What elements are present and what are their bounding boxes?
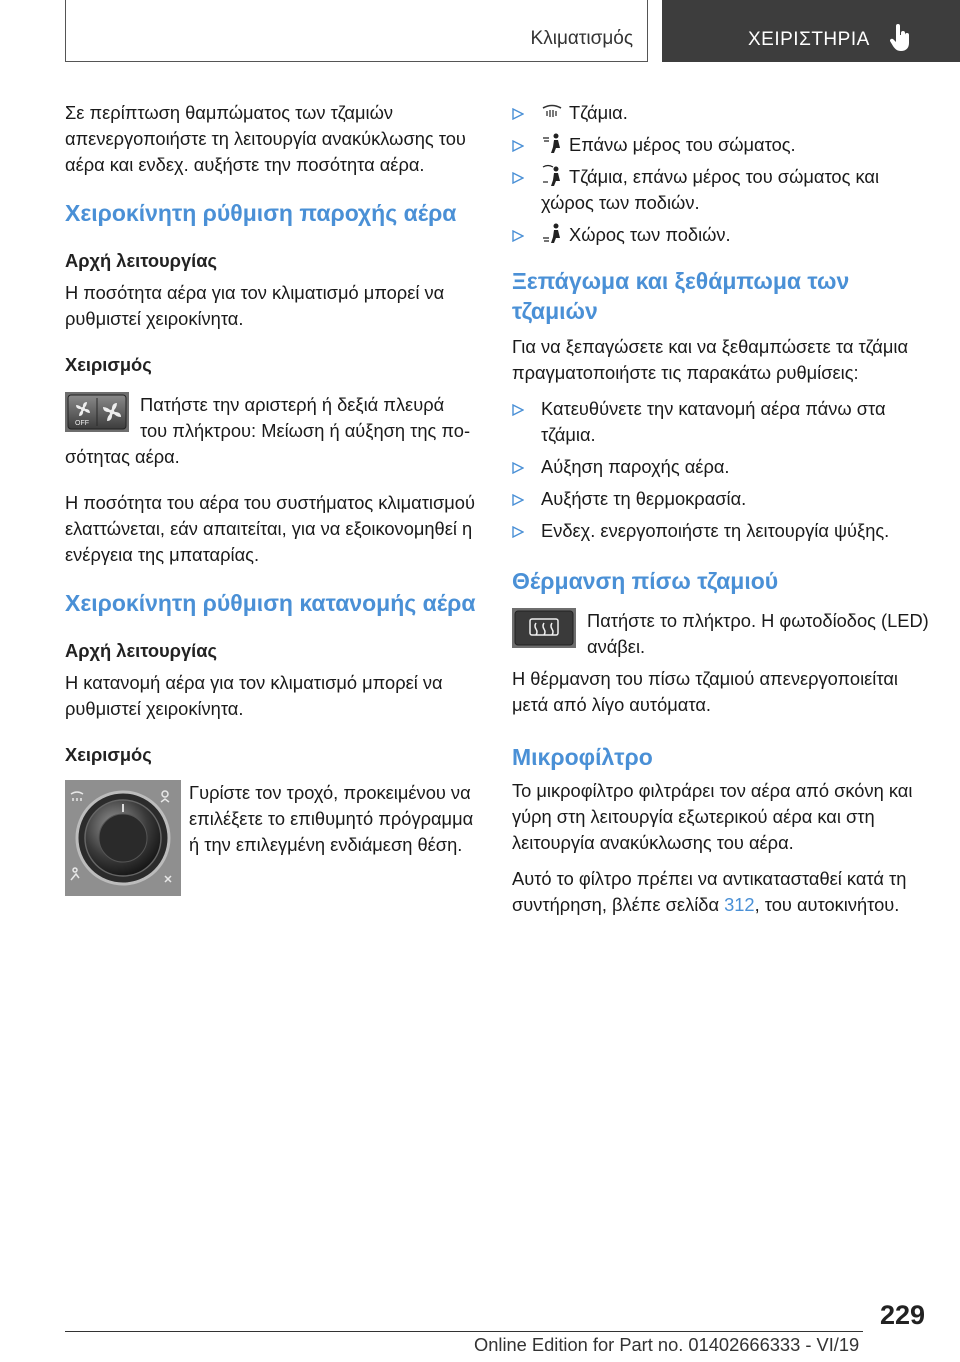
- upper-body-icon: [541, 132, 563, 154]
- operation-line1: Πατήστε την αριστερή ή δεξιά πλευρά: [140, 394, 445, 415]
- bullet-triangle-icon: [512, 108, 524, 120]
- bullet-triangle-icon: [512, 172, 524, 184]
- windshield-icon: [541, 104, 563, 122]
- rear-button-instruction: Πατήστε το πλήκτρο. Η φωτοδίοδος (LED) ανάβει.: [587, 610, 929, 657]
- section-title: Κλιματισμός: [530, 28, 633, 49]
- principle-paragraph-2: Η κατανομή αέρα για τον κλιματισμό μπορεί να ρυθμιστεί χειροκίνητα.: [65, 672, 443, 719]
- intro-paragraph: Σε περίπτωση θαμπώματος των τζαμιών απενεργοποιήστε τη λειτουργία ανακύκλωσης του αέρα και ενδεχ. αυξήστε την ποσότητα αέρα.: [65, 102, 466, 175]
- defrost-steps: [512, 396, 932, 544]
- filter-text-a: Αυτό το φίλτρο πρέπει να αντικατασταθεί κατά τη συντήρηση, βλέπε σελίδα: [512, 868, 907, 915]
- dial-figure: [65, 780, 480, 898]
- bullet-triangle-icon: [512, 140, 524, 152]
- filter-text-b: , του αυτοκινήτου.: [754, 894, 900, 915]
- list-item: [512, 100, 932, 126]
- reduce-paragraph: Η ποσότητα του αέρα του συστήματος κλιματισμού ελαττώνεται, εάν απαιτείται, για να εξοικονομηθεί η ενέργεια της μπαταρίας.: [65, 492, 475, 565]
- page-number: 229: [880, 1300, 926, 1330]
- step-text: Αύξηση παροχής αέρα.: [541, 456, 730, 477]
- operation-line2: του πλήκτρου: Μείωση ή αύξηση της πο-: [140, 420, 471, 441]
- footer-divider: [65, 1331, 863, 1332]
- footwell-icon: [541, 222, 563, 244]
- left-column: [65, 100, 480, 898]
- mode-label: Επάνω μέρος του σώματος.: [569, 134, 796, 155]
- page-reference-link[interactable]: 312: [724, 894, 755, 915]
- footer-edition: Online Edition for Part no. 01402666333 - VI/19: [474, 1334, 860, 1355]
- windshield-upper-body-icon: [541, 164, 563, 186]
- rear-paragraph: Η θέρμανση του πίσω τζαμιού απενεργοποιείται μετά από λίγο αυτόματα.: [512, 668, 898, 715]
- heading-microfilter: Μικροφίλτρο: [512, 744, 653, 770]
- bullet-triangle-icon: [512, 404, 524, 416]
- filter-paragraph-1: Το μικροφίλτρο φιλτράρει τον αέρα από σκόνη και γύρη στη λειτουργία εξωτερικού αέρα και στη λειτουργία ανακύκλωσης του αέρα.: [512, 780, 913, 853]
- dial-instruction: Γυρίστε τον τροχό, προκειμένου να επιλέξετε το επιθυμητό πρόγραμμα ή την επιλεγμένη ενδιάμεση θέση.: [189, 782, 474, 855]
- rear-heating-figure: [512, 608, 932, 660]
- filter-paragraph-2: [512, 866, 932, 918]
- heading-operation: Χειρισμός: [65, 354, 152, 375]
- bullet-triangle-icon: [512, 462, 524, 474]
- rear-window-heating-button-image: [512, 608, 576, 648]
- bullet-triangle-icon: [512, 494, 524, 506]
- list-item: [512, 222, 932, 248]
- step-text: Κατευθύνετε την κατανομή αέρα πάνω στα τζάμια.: [541, 398, 886, 445]
- bullet-triangle-icon: [512, 230, 524, 242]
- chapter-title: ΧΕΙΡΙΣΤΗΡΙΑ: [748, 29, 870, 50]
- heading-defrost: Ξεπάγωμα και ξεθάμπωμα των τζαμιών: [512, 268, 850, 324]
- airflow-button-image: [65, 392, 129, 432]
- mode-list: [512, 100, 932, 248]
- list-item: [512, 396, 932, 448]
- airflow-button-figure: [65, 392, 480, 470]
- heading-manual-airflow: Χειροκίνητη ρύθμιση παροχής αέρα: [65, 200, 457, 226]
- heading-rear-heating: Θέρμανση πίσω τζαμιού: [512, 568, 779, 594]
- operation-line3: σότητας αέρα.: [65, 446, 180, 467]
- heading-manual-distribution: Χειροκίνητη ρύθμιση κατανομής αέρα: [65, 590, 476, 616]
- air-distribution-dial-image: [65, 780, 181, 896]
- mode-label: Τζάμια, επάνω μέρος του σώματος και χώρος των ποδιών.: [541, 166, 880, 213]
- mode-label: Χώρος των ποδιών.: [569, 224, 731, 245]
- defrost-paragraph: Για να ξεπαγώσετε και να ξεθαμπώσετε τα τζάμια πραγματοποιήστε τις παρακάτω ρυθμίσεις:: [512, 336, 909, 383]
- principle-paragraph: Η ποσότητα αέρα για τον κλιματισμό μπορεί να ρυθμιστεί χειροκίνητα.: [65, 282, 445, 329]
- list-item: [512, 454, 932, 480]
- right-column: [512, 100, 932, 918]
- header-chapter-box: [662, 0, 960, 62]
- list-item: [512, 486, 932, 512]
- list-item: [512, 164, 932, 216]
- step-text: Ενδεχ. ενεργοποιήστε τη λειτουργία ψύξης.: [541, 520, 890, 541]
- pointing-hand-icon: [890, 24, 912, 52]
- step-text: Αυξήστε τη θερμοκρασία.: [541, 488, 747, 509]
- list-item: [512, 132, 932, 158]
- button-off-label: OFF: [75, 420, 89, 427]
- bullet-triangle-icon: [512, 526, 524, 538]
- mode-label: Τζάμια.: [569, 102, 628, 123]
- heading-principle: Αρχή λειτουργίας: [65, 250, 217, 271]
- header-left-box: [65, 0, 648, 62]
- heading-operation-2: Χειρισμός: [65, 744, 152, 765]
- heading-principle-2: Αρχή λειτουργίας: [65, 640, 217, 661]
- list-item: [512, 518, 932, 544]
